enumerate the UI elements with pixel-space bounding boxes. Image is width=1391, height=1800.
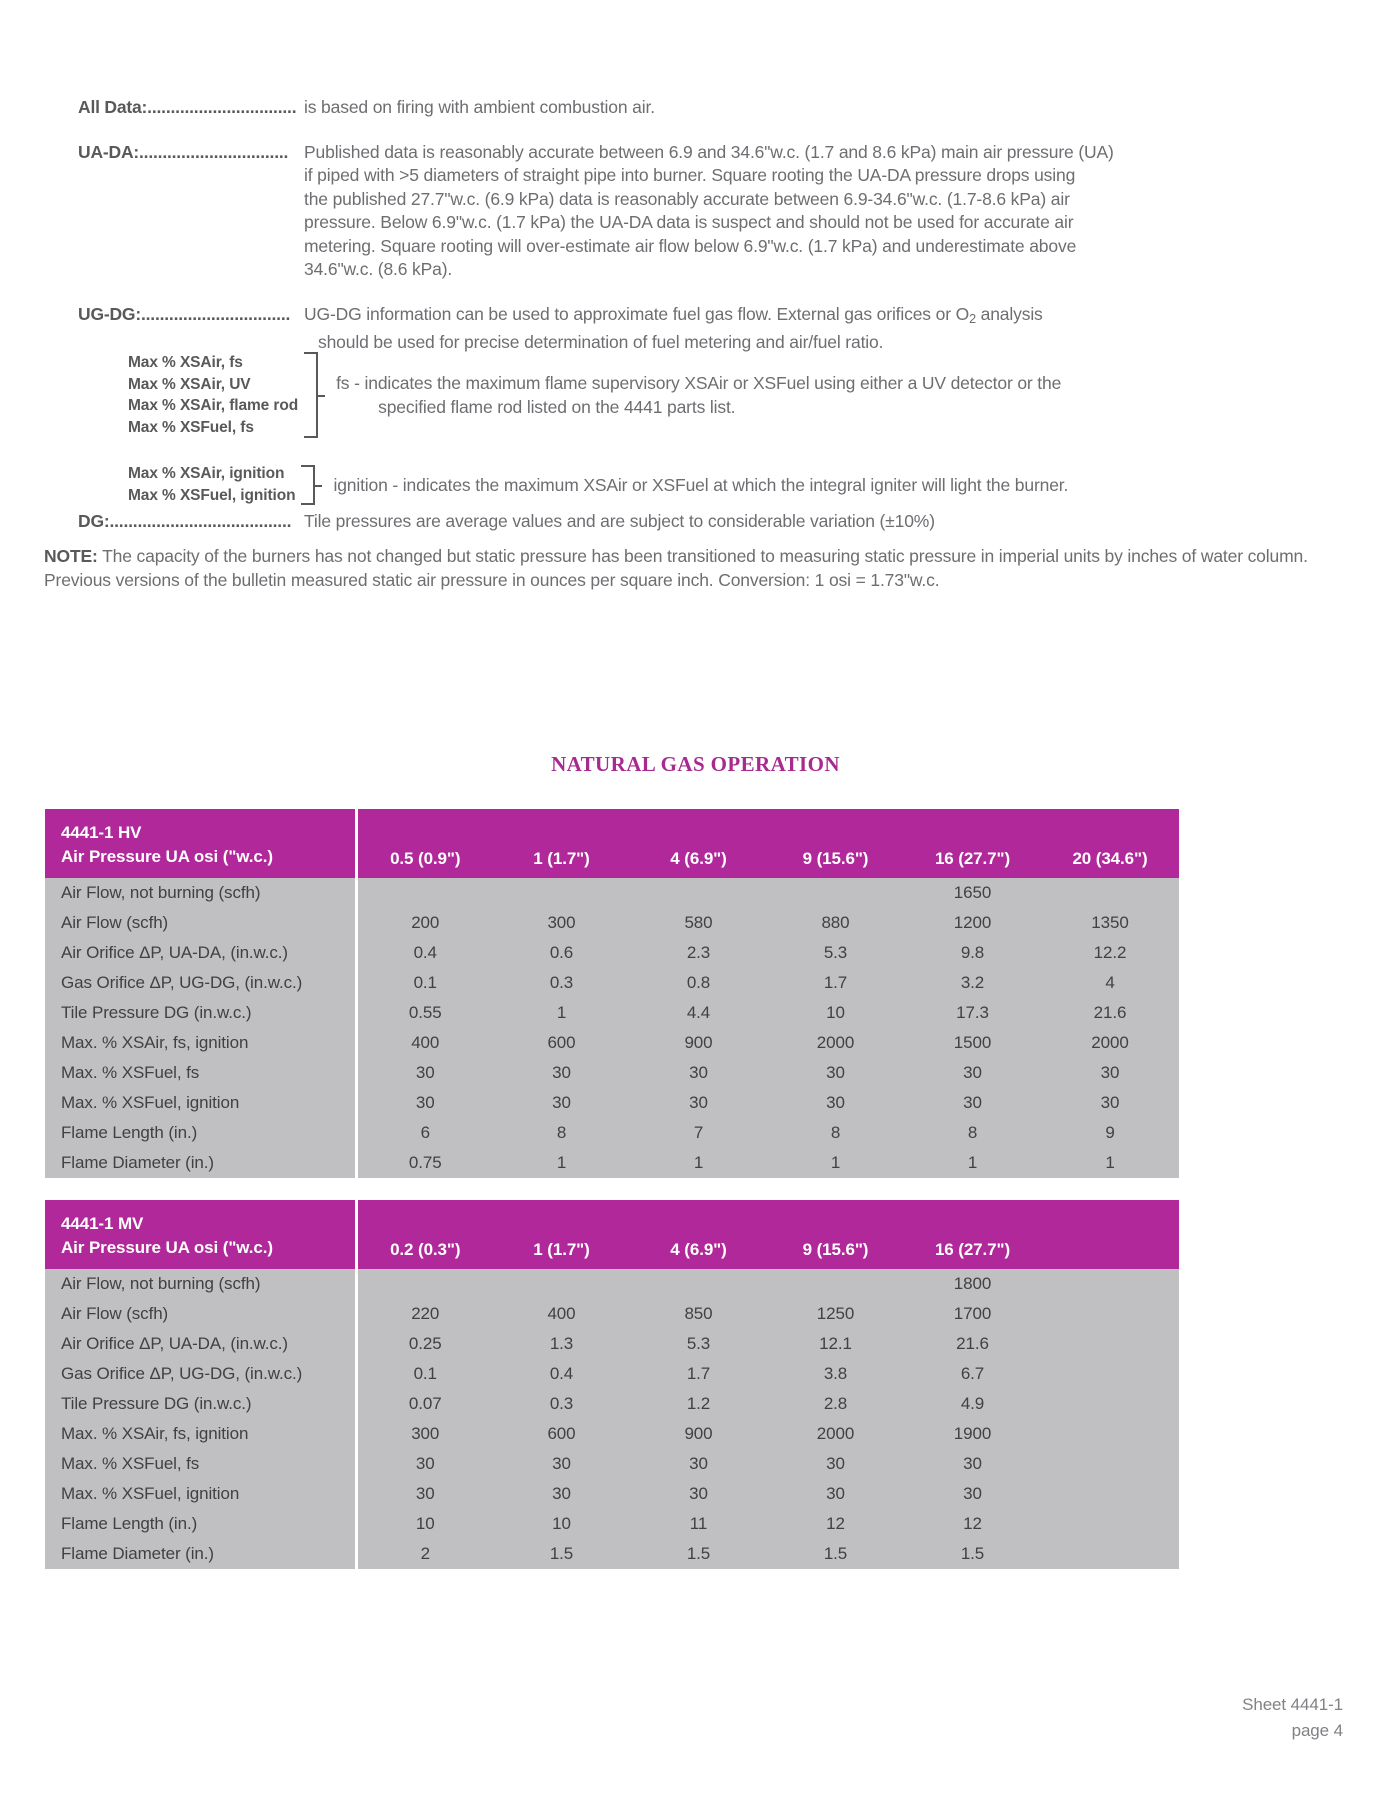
table-cell: 2000	[767, 1419, 904, 1449]
table-cell: 850	[630, 1299, 767, 1329]
table-cell: 300	[493, 908, 630, 938]
table-cell: 1200	[904, 908, 1041, 938]
table-model-name: 4441-1 HV	[61, 823, 142, 842]
table-cell: 0.4	[356, 938, 493, 968]
row-label: Flame Length (in.)	[45, 1118, 356, 1148]
table-cell	[630, 1269, 767, 1299]
definitions-block	[78, 96, 1313, 375]
column-header: 1 (1.7")	[493, 1200, 630, 1269]
table-row	[45, 1088, 1179, 1118]
table-cell: 1.5	[904, 1539, 1041, 1569]
table-cell: 1800	[904, 1269, 1041, 1299]
table-hv	[45, 809, 1179, 1178]
bracket-group-fs	[128, 352, 1061, 438]
table-cell: 30	[356, 1449, 493, 1479]
table-row	[45, 1118, 1179, 1148]
row-label: Air Orifice ΔP, UA-DA, (in.w.c.)	[45, 938, 356, 968]
table-row	[45, 968, 1179, 998]
brace-icon	[301, 465, 315, 505]
table-cell: 220	[356, 1299, 493, 1329]
table-cell: 200	[356, 908, 493, 938]
definition-body	[304, 141, 1313, 282]
table-cell: 30	[904, 1479, 1041, 1509]
table-cell: 5.3	[767, 938, 904, 968]
table-cell: 1	[493, 1148, 630, 1178]
table-cell: 12.1	[767, 1329, 904, 1359]
table-cell	[1041, 1389, 1179, 1419]
table-cell: 21.6	[1041, 998, 1179, 1028]
bracket-group-ignition	[128, 463, 1068, 506]
table-cell: 30	[493, 1479, 630, 1509]
bracket-label: Max % XSFuel, fs	[128, 418, 254, 436]
table-cell: 9	[1041, 1118, 1179, 1148]
table-cell: 580	[630, 908, 767, 938]
table-cell: 1700	[904, 1299, 1041, 1329]
table-cell: 21.6	[904, 1329, 1041, 1359]
definition-body	[304, 303, 1313, 355]
table-row	[45, 1299, 1179, 1329]
table-row	[45, 1058, 1179, 1088]
table-row	[45, 1269, 1179, 1299]
table-cell: 30	[493, 1088, 630, 1118]
table-cell	[1041, 878, 1179, 908]
table-mv	[45, 1200, 1179, 1569]
table-cell: 0.1	[356, 1359, 493, 1389]
sheet-number: Sheet 4441-1	[1242, 1695, 1343, 1714]
definition-line: Tile pressures are average values and are subject to considerable variation (±10%)	[304, 511, 935, 531]
table-cell: 0.3	[493, 1389, 630, 1419]
table-row	[45, 878, 1179, 908]
table-cell: 30	[767, 1449, 904, 1479]
bracket-note-line: fs - indicates the maximum flame supervisory XSAir or XSFuel using either a UV detector or the	[336, 373, 1062, 393]
ugdg-text-a: UG-DG information can be used to approximate fuel gas flow. External gas orifices or O	[304, 303, 970, 324]
definition-line: the published 27.7"w.c. (6.9 kPa) data is reasonably accurate between 6.9-34.6"w.c. (1.7-8.6 kPa) air	[304, 188, 1070, 209]
page-footer	[1242, 1692, 1343, 1744]
table-cell: 10	[767, 998, 904, 1028]
row-label: Flame Diameter (in.)	[45, 1539, 356, 1569]
table-cell	[1041, 1509, 1179, 1539]
table-row	[45, 1028, 1179, 1058]
table-cell: 30	[904, 1088, 1041, 1118]
table-cell: 0.3	[493, 968, 630, 998]
table-cell	[1041, 1479, 1179, 1509]
bracket-label: Max % XSFuel, ignition	[128, 486, 296, 504]
definition-line: is based on firing with ambient combustion air.	[304, 97, 655, 117]
table-cell	[630, 878, 767, 908]
row-label: Max. % XSAir, fs, ignition	[45, 1419, 356, 1449]
table-cell: 6.7	[904, 1359, 1041, 1389]
table-cell: 12	[904, 1509, 1041, 1539]
column-header: 20 (34.6")	[1041, 809, 1179, 878]
table-cell: 0.1	[356, 968, 493, 998]
table-cell: 0.4	[493, 1359, 630, 1389]
table-cell: 12.2	[1041, 938, 1179, 968]
table-cell: 1	[630, 1148, 767, 1178]
definition-line: if piped with >5 diameters of straight pipe into burner. Square rooting the UA-DA pressure drops using	[304, 165, 1076, 185]
column-header: 4 (6.9")	[630, 809, 767, 878]
table-cell: 1650	[904, 878, 1041, 908]
table-row	[45, 1539, 1179, 1569]
table-cell: 4	[1041, 968, 1179, 998]
row-label: Air Orifice ΔP, UA-DA, (in.w.c.)	[45, 1329, 356, 1359]
definition-term: DG:.......................................	[78, 511, 292, 531]
table-row	[45, 938, 1179, 968]
note-label: NOTE:	[44, 546, 98, 566]
bracket-label: Max % XSAir, ignition	[128, 465, 285, 482]
table-row	[45, 1329, 1179, 1359]
row-label: Tile Pressure DG (in.w.c.)	[45, 1389, 356, 1419]
bracket-note-ignition	[333, 473, 1068, 497]
table-cell: 1900	[904, 1419, 1041, 1449]
table-row	[45, 1509, 1179, 1539]
column-header: 9 (15.6")	[767, 1200, 904, 1269]
table-cell: 11	[630, 1509, 767, 1539]
row-label: Max. % XSFuel, fs	[45, 1058, 356, 1088]
table-header-label	[45, 809, 356, 878]
table-cell: 600	[493, 1028, 630, 1058]
table-cell	[356, 878, 493, 908]
table-cell: 0.6	[493, 938, 630, 968]
bracket-label: Max % XSAir, flame rod	[128, 397, 299, 414]
table-cell: 1	[1041, 1148, 1179, 1178]
table-cell: 2.8	[767, 1389, 904, 1419]
table-cell: 900	[630, 1028, 767, 1058]
bracket-note-fs	[336, 371, 1061, 419]
table-cell: 4.9	[904, 1389, 1041, 1419]
table-cell	[1041, 1539, 1179, 1569]
table-cell: 30	[630, 1058, 767, 1088]
table-row	[45, 1479, 1179, 1509]
definition-term: UG-DG:................................	[78, 303, 291, 324]
table-cell: 3.2	[904, 968, 1041, 998]
table-header-label	[45, 1200, 356, 1269]
table-cell: 5.3	[630, 1329, 767, 1359]
table-row	[45, 1419, 1179, 1449]
table-cell	[1041, 1329, 1179, 1359]
table-cell: 1.2	[630, 1389, 767, 1419]
table-cell	[1041, 1419, 1179, 1449]
row-label: Air Flow (scfh)	[45, 908, 356, 938]
column-header: 0.5 (0.9")	[356, 809, 493, 878]
table-cell: 30	[904, 1449, 1041, 1479]
column-header: 1 (1.7")	[493, 809, 630, 878]
row-label: Max. % XSFuel, ignition	[45, 1088, 356, 1118]
section-title: NATURAL GAS OPERATION	[551, 752, 840, 776]
table-cell	[1041, 1269, 1179, 1299]
table-cell: 2.3	[630, 938, 767, 968]
definition-line: 34.6"w.c. (8.6 kPa).	[304, 259, 453, 279]
table-cell: 2000	[1041, 1028, 1179, 1058]
table-header-sublabel: Air Pressure UA osi ("w.c.)	[61, 1238, 273, 1257]
table-cell: 6	[356, 1118, 493, 1148]
table-cell: 1.7	[767, 968, 904, 998]
table-header-row	[45, 809, 1179, 878]
table-cell: 1	[767, 1148, 904, 1178]
table-cell: 1.5	[493, 1539, 630, 1569]
table-cell: 30	[356, 1058, 493, 1088]
bracket-note-line: ignition - indicates the maximum XSAir or XSFuel at which the integral igniter will light the burner.	[333, 474, 1069, 495]
table-cell: 1.5	[630, 1539, 767, 1569]
table-cell: 30	[767, 1479, 904, 1509]
table-cell	[1041, 1299, 1179, 1329]
definition-row-ug-dg	[78, 303, 1313, 355]
table-cell: 17.3	[904, 998, 1041, 1028]
definition-row-ua-da	[78, 141, 1313, 282]
table-cell: 30	[356, 1479, 493, 1509]
table-cell: 1350	[1041, 908, 1179, 938]
bracket-note-line: specified flame rod listed on the 4441 parts list.	[378, 397, 736, 417]
table-cell	[1041, 1359, 1179, 1389]
column-header: 4 (6.9")	[630, 1200, 767, 1269]
bracket-labels-ignition	[128, 463, 295, 506]
table-cell: 1250	[767, 1299, 904, 1329]
column-header: 9 (15.6")	[767, 809, 904, 878]
table-cell: 30	[630, 1088, 767, 1118]
table-cell	[767, 1269, 904, 1299]
table-cell	[493, 878, 630, 908]
table-cell: 7	[630, 1118, 767, 1148]
page-number: page 4	[1291, 1721, 1343, 1740]
brace-icon	[304, 352, 318, 438]
table-cell: 30	[356, 1088, 493, 1118]
table-cell: 8	[493, 1118, 630, 1148]
definition-body	[304, 510, 1313, 534]
table-cell: 1	[904, 1148, 1041, 1178]
table-cell: 30	[767, 1058, 904, 1088]
table-row	[45, 1449, 1179, 1479]
row-label: Flame Length (in.)	[45, 1509, 356, 1539]
note-line-2: water column. Previous versions of the bulletin measured static air pressure in ounces per square inch. Conversion: 1 osi = 1.73"w.c.	[44, 546, 1308, 590]
column-header: 0.2 (0.3")	[356, 1200, 493, 1269]
table-cell: 0.55	[356, 998, 493, 1028]
table-row	[45, 1359, 1179, 1389]
table-cell: 12	[767, 1509, 904, 1539]
table-cell: 30	[630, 1449, 767, 1479]
row-label: Gas Orifice ΔP, UG-DG, (in.w.c.)	[45, 968, 356, 998]
row-label: Max. % XSFuel, fs	[45, 1449, 356, 1479]
note-block	[44, 544, 1344, 592]
table-cell: 0.25	[356, 1329, 493, 1359]
table-row	[45, 1389, 1179, 1419]
table-cell: 2000	[767, 1028, 904, 1058]
table-cell: 2	[356, 1539, 493, 1569]
table-cell: 400	[493, 1299, 630, 1329]
definition-term: UA-DA:................................	[78, 141, 289, 162]
table-cell: 1.3	[493, 1329, 630, 1359]
row-label: Air Flow, not burning (scfh)	[45, 1269, 356, 1299]
table-cell: 1.7	[630, 1359, 767, 1389]
table-cell: 10	[493, 1509, 630, 1539]
table-header-sublabel: Air Pressure UA osi ("w.c.)	[61, 847, 273, 866]
table-cell: 1500	[904, 1028, 1041, 1058]
table-cell: 600	[493, 1419, 630, 1449]
column-header: 16 (27.7")	[904, 1200, 1041, 1269]
table-cell	[767, 878, 904, 908]
table-cell: 3.8	[767, 1359, 904, 1389]
table-cell: 900	[630, 1419, 767, 1449]
table-cell: 400	[356, 1028, 493, 1058]
table-row	[45, 998, 1179, 1028]
table-cell: 30	[630, 1479, 767, 1509]
table-row	[45, 908, 1179, 938]
definition-line: should be used for precise determination of fuel metering and air/fuel ratio.	[318, 331, 884, 352]
table-cell: 880	[767, 908, 904, 938]
definition-line: pressure. Below 6.9"w.c. (1.7 kPa) the UA-DA data is suspect and should not be used for accurate air	[304, 212, 1074, 232]
row-label: Air Flow (scfh)	[45, 1299, 356, 1329]
table-cell: 0.75	[356, 1148, 493, 1178]
definition-body	[304, 96, 1313, 120]
table-cell: 8	[904, 1118, 1041, 1148]
table-cell	[493, 1269, 630, 1299]
table-cell	[356, 1269, 493, 1299]
table-header-row	[45, 1200, 1179, 1269]
definition-line: metering. Square rooting will over-estimate air flow below 6.9"w.c. (1.7 kPa) and underestimate above	[304, 235, 1077, 256]
definition-line: Published data is reasonably accurate between 6.9 and 34.6"w.c. (1.7 and 8.6 kPa) main air pressure (UA)	[304, 141, 1114, 162]
table-cell: 0.8	[630, 968, 767, 998]
column-header	[1041, 1200, 1179, 1269]
definition-row-dg	[78, 510, 1313, 534]
table-cell	[1041, 1449, 1179, 1479]
table-cell: 9.8	[904, 938, 1041, 968]
column-header: 16 (27.7")	[904, 809, 1041, 878]
table-cell: 1.5	[767, 1539, 904, 1569]
table-row	[45, 1148, 1179, 1178]
table-cell: 8	[767, 1118, 904, 1148]
row-label: Tile Pressure DG (in.w.c.)	[45, 998, 356, 1028]
table-cell: 30	[904, 1058, 1041, 1088]
row-label: Gas Orifice ΔP, UG-DG, (in.w.c.)	[45, 1359, 356, 1389]
note-line-1: The capacity of the burners has not changed but static pressure has been transitioned to measuring static pressure in imperial units by inches of	[97, 546, 1197, 566]
bracket-labels-fs	[128, 352, 298, 438]
table-cell: 300	[356, 1419, 493, 1449]
table-cell: 10	[356, 1509, 493, 1539]
table-cell: 1	[493, 998, 630, 1028]
ugdg-text-b: analysis	[975, 303, 1043, 324]
bracket-label: Max % XSAir, UV	[128, 375, 251, 393]
row-label: Max. % XSAir, fs, ignition	[45, 1028, 356, 1058]
definition-term: All Data:................................	[78, 97, 297, 117]
row-label: Flame Diameter (in.)	[45, 1148, 356, 1178]
table-cell: 30	[767, 1088, 904, 1118]
subscript-two: 2	[969, 311, 976, 326]
row-label: Air Flow, not burning (scfh)	[45, 878, 356, 908]
bracket-label: Max % XSAir, fs	[128, 354, 243, 371]
table-cell: 30	[493, 1058, 630, 1088]
table-cell: 0.07	[356, 1389, 493, 1419]
table-model-name: 4441-1 MV	[61, 1214, 144, 1233]
definition-row-all-data	[78, 96, 1313, 120]
table-cell: 4.4	[630, 998, 767, 1028]
table-cell: 30	[493, 1449, 630, 1479]
row-label: Max. % XSFuel, ignition	[45, 1479, 356, 1509]
table-cell: 30	[1041, 1088, 1179, 1118]
definition-line	[304, 303, 1313, 331]
table-cell: 30	[1041, 1058, 1179, 1088]
